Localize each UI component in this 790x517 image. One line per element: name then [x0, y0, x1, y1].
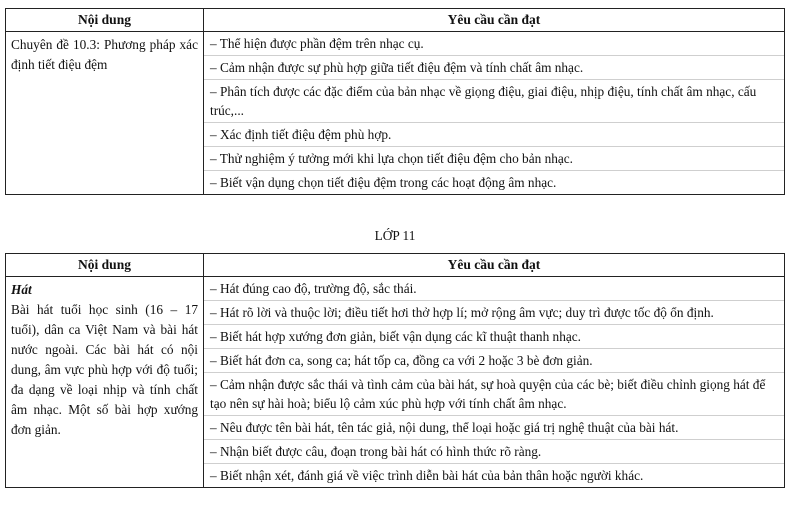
- requirement-item: – Nêu được tên bài hát, tên tác giả, nội dung, thể loại hoặc giá trị nghệ thuật của bài hát.: [204, 415, 784, 439]
- requirement-item: – Hát đúng cao độ, trường độ, sắc thái.: [210, 281, 417, 296]
- requirement-item: – Thể hiện được phần đệm trên nhạc cụ.: [210, 36, 424, 51]
- content-cell: [6, 277, 204, 488]
- requirement-item: – Biết hát hợp xướng đơn giản, biết vận dụng các kĩ thuật thanh nhạc.: [204, 324, 784, 348]
- requirement-item: – Hát rõ lời và thuộc lời; điều tiết hơi thở hợp lí; mở rộng âm vực; duy trì được tốc độ ổn định.: [204, 300, 784, 324]
- content-cell: Chuyên đề 10.3: Phương pháp xác định tiết điệu đệm: [6, 32, 204, 195]
- header-requirements: Yêu cầu cần đạt: [204, 9, 785, 32]
- requirement-item: – Cảm nhận được sắc thái và tình cảm của bài hát, sự hoà quyện của các bè; biết điều chỉnh giọng hát để tạo nên sự hài hoà; biểu lộ cảm xúc phù hợp với tính chất âm nhạc.: [204, 372, 784, 415]
- content-title: Hát: [11, 282, 32, 297]
- requirements-cell: [204, 277, 785, 488]
- requirements-cell: [204, 32, 785, 195]
- requirement-item: – Biết hát đơn ca, song ca; hát tốp ca, đồng ca với 2 hoặc 3 bè đơn giản.: [204, 348, 784, 372]
- header-content: Nội dung: [6, 9, 204, 32]
- requirement-item: – Biết nhận xét, đánh giá về việc trình diễn bài hát của bản thân hoặc người khác.: [204, 463, 784, 487]
- header-requirements: Yêu cầu cần đạt: [204, 254, 785, 277]
- requirement-item: – Biết vận dụng chọn tiết điệu đệm trong các hoạt động âm nhạc.: [204, 170, 784, 194]
- requirement-item: – Nhận biết được câu, đoạn trong bài hát có hình thức rõ ràng.: [204, 439, 784, 463]
- requirement-item: – Phân tích được các đặc điểm của bản nhạc về giọng điệu, giai điệu, nhịp điệu, tính chất âm nhạc, cấu trúc,...: [204, 79, 784, 122]
- requirement-item: – Thử nghiệm ý tưởng mới khi lựa chọn tiết điệu đệm cho bản nhạc.: [204, 146, 784, 170]
- grade-caption: LỚP 11: [374, 228, 416, 243]
- table-grade-11: [5, 253, 785, 488]
- table-grade-10: [5, 8, 785, 195]
- header-content: Nội dung: [6, 254, 204, 277]
- requirement-item: – Xác định tiết điệu đệm phù hợp.: [204, 122, 784, 146]
- requirement-item: – Cảm nhận được sự phù hợp giữa tiết điệu đệm và tính chất âm nhạc.: [204, 55, 784, 79]
- content-body: Bài hát tuổi học sinh (16 – 17 tuổi), dân ca Việt Nam và bài hát nước ngoài. Các bài hát có nội dung, âm vực phù hợp với độ tuổi; đa dạng về loại nhịp và tính chất âm nhạc. Một số bài hợp xướng đơn giản.: [11, 302, 198, 437]
